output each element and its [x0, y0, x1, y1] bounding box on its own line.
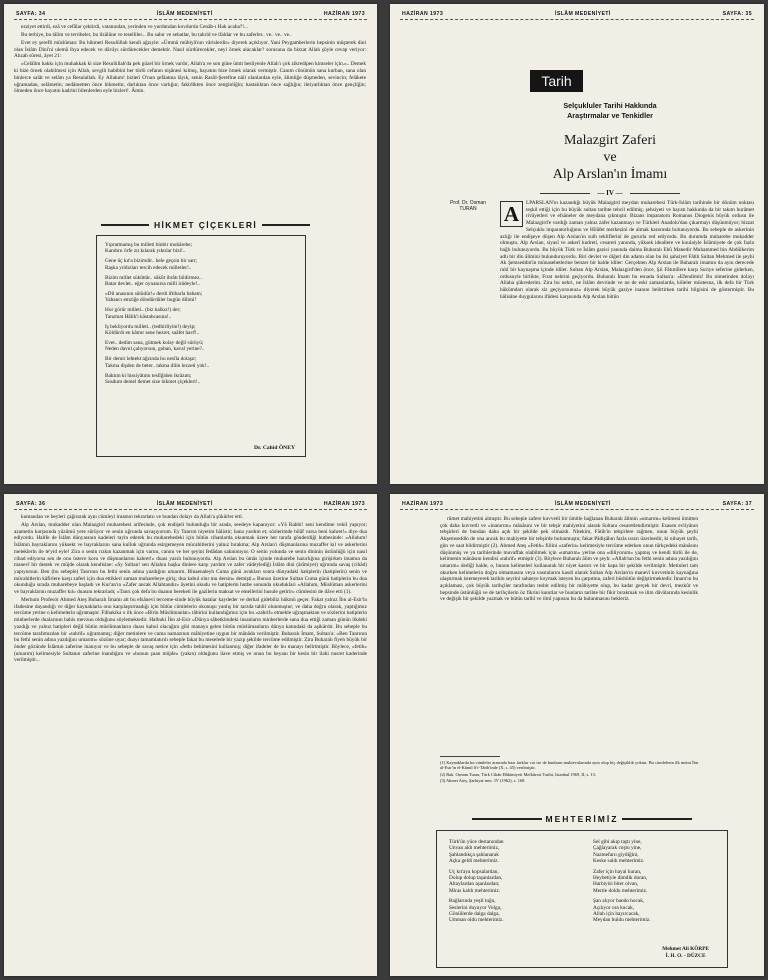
article-continuation — [440, 516, 698, 752]
stanza — [105, 258, 297, 271]
paragraph: kumandan ve beyleri çağırarak aynı cümleyi imamın tekrarlatıı ve bundan dolayı da Allah'a şükürler etti. — [21, 514, 244, 520]
stanza — [593, 869, 723, 895]
verse: Mertle doldu mehterimiz. — [593, 887, 648, 894]
series-line: Selçukluler Tarihi Hakkında — [563, 101, 657, 110]
paragraph: ezziyet ettirdi, ezâ ve cefâlar çektirdi, vatanından, yerinden ve yurdundan kovdurdu Cenâb-ı Hak acaba?!... — [21, 24, 248, 30]
journal-name: İSLÂM MEDENİYETİ — [156, 501, 213, 507]
footnotes — [440, 760, 698, 784]
section-tag: Tarih — [530, 70, 583, 92]
verse: Bir demir lehtekt ağzında bu nesîla dolaşır; — [105, 356, 197, 363]
verse: Gönüllerde dalga dalga, — [449, 911, 500, 918]
journal-name: İSLÂM MEDENİYETİ — [156, 11, 213, 17]
journal-name: İSLÂM MEDENİYETİ — [555, 11, 611, 17]
paragraph: LPARSLAN'ın kazandığı büyük Malazgird meydan muharebesi Türk-İslâm tarihinde bir dönüm noktası teşkil ettiği için bu büyük sultan tarihte tebcil edilmiş; şehsiyeti ve hayatı hakkında da bir takım hurâmet rivâyetleri ve efsâneler de meydana çıkmıştır. Bizans imparatoru Romanos Diogenis büyük ordusu ile Malazgird'e vardığı zaman yalnız zafer kazanmayı ve Türkleri Anadolu'dan çıkarmayı düşünmüyor; bizzat Selçuklu imparatorluğunu ve Hilâfet merkezini de almak kararında bulunuyordu. Bu sebeple de askerinin azlığı ile endişeye düşen Alp Arslan'ın sulh tekliflerini de gururla red ediyordu. Bu durumda muharebe mukadder olmuştu. Alp Arslan, siyasî ve askerî kudreti, cesareti yanında, yüksek ideallere ve kuulaiyle İslâmiyete de çok fazla bağlı bulunuyordu. Bu büyük Türk ve İslâm gazisi yanında daima Buharalı Ebû Manedir Muhammed bin Abdülkerim adlı bir din âlimini bulunduruyordu. Biri devlet ve diğeri din adamı olan bu iki şahsiyet Fâtih Sultan Mehmed ile şeyhi Ak Şemseddin'in münasebetlerine benzer bir halde idiler: Gerçekten Alp Arslan ile Buharalı imamın da aynı derecede ruhî bir kaynaşma içinde idiler. Sultan Alp Arslan, Malazgird'den önce, Şii Fâtımîlere karşı Suriye seferine giderken, ordusuyle birlikte, Fırat nehrini geçiyordu. Buharalı İmam bu esnada Sultan'a: «Efendimiz! Bu nimetinden dolayı Allaha şükrederim. Zira bu nehri, ne İslâm devrinde ve ne de eski zamanlarda, köleler müstesna, ilk defa bir Türk hükümdarı olarak siz geçiyorsunuz» diyerek büyük gaziye inanını belirtirken tarihi bilgisini de göstermiştir. Bu hâlisâne duygularını ifâdesi karşısında Alp Arslan bütün — [500, 200, 754, 300]
footnote: (3) Ahmet Ateş, Şarkiyat mec. IV (1962), s. 168. — [440, 777, 526, 783]
footnote: (1) Kaynaklarda bu cümleler arasında bazı farklar var ise de bunların muhtevalarında aynı olup hiç değişiklik yoktur. Bu cümlelerin ilk metni İbn al-Esir'in el-Kâmil fi't-Târih'inde (X, s. 45) verilmiştir. — [440, 760, 698, 771]
issue-date: HAZİRAN 1973 — [323, 11, 365, 17]
poem-title: MEHTERİMİZ — [542, 814, 622, 824]
verse: Seslerini duyuyor Volga, — [449, 904, 502, 911]
verse: Sel gibi akıp taştı yine, — [593, 839, 642, 845]
issue-date: HAZİRAN 1973 — [402, 11, 444, 17]
stanza — [105, 373, 297, 386]
verse: Harbiyisi biter olvan, — [593, 881, 639, 888]
page-number: SAYFA: 37 — [722, 501, 752, 507]
page-number: SAYFA: 36 — [16, 501, 46, 507]
page-36 — [4, 494, 377, 976]
page-header — [400, 9, 754, 20]
verse: Türk'ün yüce destanından — [449, 839, 504, 845]
stanza — [105, 340, 297, 353]
stanza — [449, 869, 579, 895]
verse: Şan alıyor bando hocak, — [593, 898, 645, 905]
author-line: Prof. Dr. Osman — [450, 200, 486, 206]
article-title — [510, 132, 710, 183]
page-35 — [390, 4, 764, 484]
part-number: — IV — — [540, 189, 680, 197]
stanza — [449, 898, 579, 924]
paragraph: Alp Arslan, mukadder olan Malazgird muharebesi arifesinde, çok endişeli bulunduğu bir arada, seedeye kapanıyor: «Yâ Rabbi! seni kendime vekil yapıyor; azametin karşısında yüzümü yere sürüyor ve senin uğrunda savaşıyorum. Ey Tanrım niyetim hâlistir; bana yardım et; sözlerimde hilâf varsa beni kahret!» diye dua ediyordu. Halife de İslâm dünyasının kadeleri tayin ederek bu muharebedeki için bütün cihanlarda okunmak üzere her tarafa gönderdiği hutbesinde: «Allahım! İslâmın bayraklarını yüksekt ve bayraklarını sana kulluk uğrunda esirgemeyen mücahitlerini yalnız bırakma; Alp Arslan'ı düşmanlarına muzaffer kıl ve askerlerini meleklerin ile te'yid eyle! Zira o senin rızkın kazanmak için varını, canını ve her şeyini fedâdan sakınmıyor. O senin yolunda ve senin dininin üstünlüğü için nasıl cihad ediyorsa sen de onu üstece koru ve düşmanlarını kahret!» duası yazılı bulunuyordu. Alp Arslan bu ümâs içinde muharebe hazırlığına girişirken imamın da manevî bir destek ve müjde olarak kendisine: «Sy Sultan! sen Allahın başka dinlere karşı yardım ve zafer vâdeylediği İslâm dini (âsîmiyet) uğrunda savaş (cihâd) yapıyorsun. Ben (bu sebeple) Tanrının bu fethi senin adına yazdığını umarım. Binaenaleyh Cuma günü avukları sonra dünyadaki hatiplerin (hatiplerin) senin ve mücahitlerin kâfirlere karşı zaferi için dua ettikleri zaman muharebeye giriş; dua kabul olur mu dersin» demişti.» Bunun üzerine Sultan Cuma günü hatiplerin bu dua okunduğu sırada muharebeye başladı ve Kur'an'ın «Zafer ancak Allahtandır» âyetini okudu ve hatiplerin hutbe sonunda okudukları «Allahım, Müslüman askerlerini ve bayraklarını muzaffer kıl» duasını tekrarladı; «Tanrı çok defa bu duanın bereketi ile gazilerin maksat ve emellerini husule getirir» cümlesini de ilâve etti (1). — [14, 522, 367, 596]
page-number: SAYFA: 34 — [16, 11, 46, 17]
verse: Baktım ki hissiyâtımı teslîğiden ikrâzım; — [105, 372, 192, 379]
verse: Heybetiyle dimdik duran, — [593, 875, 648, 882]
verse: Tanzmat Hâlik'i kâstahcasına!.. — [105, 313, 172, 320]
verse: Üç kıt'aya kopsalardan, — [449, 868, 499, 875]
footnote-rule — [440, 756, 500, 757]
article-author — [446, 200, 490, 212]
paragraph: rûmet mahiyetini almıştır. Bu sebeple zafere kuvvetli bir ümitle bağlanan Buharalı âlimin «umarım» kelimesi ümitten çok daha kuvvetli ve «inanırım» mânâsını ve bir tebşir mahiyetini alarak Sultanı cesaretlendirmiştir. Esasen evliyânın tebşirleri de bundan daha açık bir şekilde pek olmazdı. Nitekim, Fâtih'in tebşirlere rağmen, onun büyük şeyhi Akşemseddin de ona ancak bu mahiyette bir tebşirde bulunmuştu; fakat Pâdişâhın fazla ısrarı üzerinedir, ki nihayet tarih, gün ve saat bildirmiştir (2). Ahmed Ateş «Fetih» fiilini «zaferin» kelimesiyle tercüme ederken onun türkçedeki mânâsını düşünmüş ve ya tarihlerinde muvaffak olabilmek için «umarım» yerine ona «diliyorum» yapmış ve kendi türlü ile de, kelimenin mânâsını kendisi «tahrif» etmiştir (3). Böylece Buharalı âlim ve şeyh: «Allah'tan bu fethi senin adına yazdığını umarım» dediği halde, o, bunun kelimeleri kullanarak bir niyet kastırı ve bir kapa bir şekilde verilmiştir. Metinleri tam okurken kelimelerin doğru olmamasını veya vasıtalarını kasdi olarak Sultan Alp Arslan'ın manevî kuvvetinin kaynağına ulaştırmak istemeyerek tarihin seyrini sahneye koymak isteyen bu çarpıtma, zaferi büsbütün değiştirmektedir. İmam'ın bu açıklaması, çok büyük tarihçiler tarafından tesbit edilmiş bir mâhiyette olup, bu kadar gerçek bir devri, mezkûr ve hepsinde üstünlüğü ve de tarihçilerin öz fikrini kanıtlar ve bunların tarihte bir fikir bırakmak ve ilim dâvâlarında kesinlik ve değişik bir şekilde yazmak ve bütün tarihî ve ilmî yapısını bu da bulunmasını bekleriz. — [440, 516, 698, 603]
verse: Köldürdi en kâmır sene hezret, saâfet havf!.. — [105, 329, 200, 336]
title-line: Malazgirt Zaferi — [563, 133, 657, 148]
article-continuation — [14, 24, 366, 214]
verse: Umman oldu mehterimiz. — [449, 917, 504, 924]
verse: Dolup dolup taşanlardan, — [449, 875, 503, 882]
issue-date: HAZİRAN 1973 — [323, 501, 365, 507]
stanza — [105, 356, 297, 369]
hikmet-title: HİKMET ÇİÇEKLERİ — [154, 220, 258, 230]
page-header — [14, 9, 367, 20]
poem-box — [436, 830, 728, 968]
poem-column — [449, 839, 579, 928]
page-header — [400, 499, 754, 510]
verse: «Dil anasının sütüdür!» derdi iftiharla babam; — [105, 290, 203, 297]
poem-box — [96, 235, 306, 457]
paragraph: Merhum Profesör Ahmed Ateş Buharalı İmamı alt bu efsânevi terceme-sinde büyük hatalar kaydeder ve derhal gidebiliz hükmü geçer. Fakat yalnız İbn al-Esir'in ifadesine dayandığı ve diğer kaynaklarla onu karşılaştırmadığı için bütün cümlelerin okunuşu yanlış bir tarzda tahlil olunmuştur; ve daha doğru olarak, yaptığımız tercüme yerine o kelimelerin uğramaştır. Filhakika o ilk önce «Birin Müslümanlar» tâbirini kullandığımız için bu «zahrif» etmekle uğraşmaktan ve sözlerini hatiplerin minberlerde dualarının bahis mevzuu olduğunu söylemektedir. Halbuki İbn al-Esir «Dünya sâbetkimdeki insanların minberlerde sana dua ettiği zaman günün ilkdeki yazdığı ve yalnız hatipleri değil bütün müslümanların duası kabul olacağını gibi manaya gelen bütün müslümanların dünya katındaki da aşikârdır. Bu sebeple bu tercüme tarafımızdan bir «tahrif» uğramamış; diğer metinlere ve cuma namazının mâhiyetine uygun bir mânâda verilmiştir. Buharalı İmam, Sultan'a: «Ben Tanrının bu fethi senin adına yazdığını umarım» sözüne uyar; duayı tamamlatırılı sebeple fakat bu meselede bir yazıp şekilde tercüme edilmiştir. Zira Buharalı fiyeh büyük bir önder gözünde İslâmın zaferine inanıyor ve bu sebeple de savaş netice için «fethı behimesini kullanmış; diğer ifadeler de bu manayı belirtmiştir. Böylece, «fetih» (umarım) kelimesiyle Sultanın zaferine inandığını ve «bunun şuan müjde» (yakın) olduğunu ilave etmiş ve onun bu beyanı bir kesin bir ilahi nusret kaderinde verilmiştir... — [14, 597, 367, 664]
verse: Bağlarında yeşil tuğu, — [449, 898, 496, 905]
paragraph: Bu terbiye, bu tâlim ve terriheler, bu ilzâlüne ve teselliler... Bu sabır ve sebatlar, bu tahrid ve ifaldar ve bu zaferler.. ve.. ve.. ve.. — [21, 32, 292, 38]
verse: Meydan buldu mehterimiz. — [593, 917, 651, 924]
verse: Gene üç kıt'a bizimdir.. hele geçsin bir sarr; — [105, 258, 198, 265]
verse: Hor görür milleti.. (biz halkız!) der; — [105, 307, 181, 314]
verse: Bizim millet sükûttâr.. sükût ibrâtı bildirmez.. — [105, 274, 202, 281]
verse: Susdum demel demet size hikmet çiçekleri!.. — [105, 378, 201, 385]
title-line: Alp Arslan'ın İmamı — [552, 167, 668, 182]
verse: Başka yıldızları tercih edecek milletler!.. — [105, 264, 192, 271]
poem-author — [662, 946, 709, 959]
stanza — [105, 324, 297, 337]
stanza — [105, 291, 297, 304]
series-line: Araştırmalar ve Tenkidler — [567, 111, 653, 120]
verse: Şahlandıkça şahlanarak — [449, 851, 499, 858]
stanza — [449, 839, 579, 865]
page-header — [14, 499, 367, 510]
page-34 — [4, 4, 377, 484]
poem-author: Dr. Cahid ÖNEY — [254, 445, 295, 451]
verse: Kandırıı örfe zıt kılarak yıktılar bizi!.. — [105, 248, 186, 255]
footnote: (2) Bak. Osman Turan, Türk Cihân Hâkimiyeti Mefkûresi Tarihi, İstanbul 1969, II, s. 13. — [440, 771, 596, 777]
verse: Neden davul çalıyorsun, goban, kaval yerine?.. — [105, 346, 205, 353]
stanza — [593, 898, 723, 924]
stanza — [105, 307, 297, 320]
author-school: İ. H. O. - DÜZCE — [665, 952, 706, 959]
verse: Açılıyor ora kucak, — [593, 904, 635, 911]
drop-cap: A — [500, 201, 523, 227]
verse: Miras kaldı mehterimiz. — [449, 887, 501, 894]
verse: Ünvan aldı mehterimiz, — [449, 845, 500, 852]
verse: Yabancı emziğe döndürdüler bugün dilimi! — [105, 297, 197, 304]
stanza — [105, 242, 297, 255]
journal-name: İSLÂM MEDENİYETİ — [555, 501, 611, 507]
author-name: Mehmet Ali KÖRPE — [662, 946, 709, 952]
page-37 — [390, 494, 764, 976]
author-line: TURAN — [459, 206, 477, 212]
paragraph: «Celâlim hakkı için muhakkak ki size Resulüllah'da pek güzel bir örnek vardır, Allah'a ve son güne ümit besliyenle Allah'ı çok zikredipen kimseler için.».. Demek ki bize örnek olabilmesi için Allah, sevgili habibini her türlü cefanın nişânesi kılmış, hayatını bize örnek olarak vermiştir. Canım cönümün sana kurban, sana olan binlerce salât ve selâm ya Resulallah. Ey Allahım! bizleri O'nun şefâatına lâyık, senin Rasûl-Şerefine nâil olanlardan eyle, âlimliğe düşmeden, sevincin; felâkete uğramadan, selâmetin; nedâmetten önce hikmetin; darlıktan önce varlığın; fakirlikten önce zenginliğin; hastalıktan önce sağlığın; ihtiyarlıktan önce gençliğin; ölmeden önce hayatın kadrini bilenlerden eyle bizleri!. Âmin. — [14, 61, 366, 95]
title-line: ve — [603, 150, 617, 165]
verse: Çağlayarak coştu yine, — [593, 845, 642, 852]
verse: İş bekliyordu milleti.. (tedbirliyim!) deyip; — [105, 323, 196, 330]
article-continuation — [14, 514, 367, 970]
verse: Nazmefarıı giydiğini, — [593, 851, 639, 858]
verse: Altaylardan aşanlardan; — [449, 881, 500, 888]
verse: Allah için hayırcacak, — [593, 911, 640, 918]
series-title — [510, 101, 710, 121]
verse: Takma dişden de beter.. takma dilin lezzeti yok!.. — [105, 362, 210, 369]
verse: Açka geldi mehterimiz. — [449, 858, 499, 865]
page-number: SAYFA: 35 — [722, 11, 752, 17]
article-body — [500, 200, 754, 478]
issue-date: HAZİRAN 1973 — [402, 501, 444, 507]
verse: Keske saldı mehterimiz. — [593, 858, 645, 865]
stanza — [105, 275, 297, 288]
verse: Zafer için hayal kuran, — [593, 868, 642, 875]
verse: Batar devlet.. eğer oynanırsa milli irâdeyle!.. — [105, 281, 200, 288]
paragraph: Evet ey şerefli müslüman: Bu hikmeti Resulüllah kendi ağzıyle: «Ümmü mübiyâ'nın vârislerdir» diyerek açıklıyor. Yani Peygamberlerin hepsinin müşterek dini olan İslâm Dini'ni ulemâ ihya edecek ve dâvâyı sürdürecekler demektir. Nasıl sürdürecekler, neyi örnek alacaklar? sorusuna da bizzat Allah şöyle cevap veriyor: Ahzab sûresi, âyet 21: — [14, 40, 366, 60]
poem-column — [593, 839, 723, 928]
verse: Yıpratmamış bu milleti binbir muhârebe; — [105, 242, 193, 248]
verse: Evet.. dedim sana, gütmek kolay değil sürüyü; — [105, 339, 204, 346]
stanza — [593, 839, 723, 865]
